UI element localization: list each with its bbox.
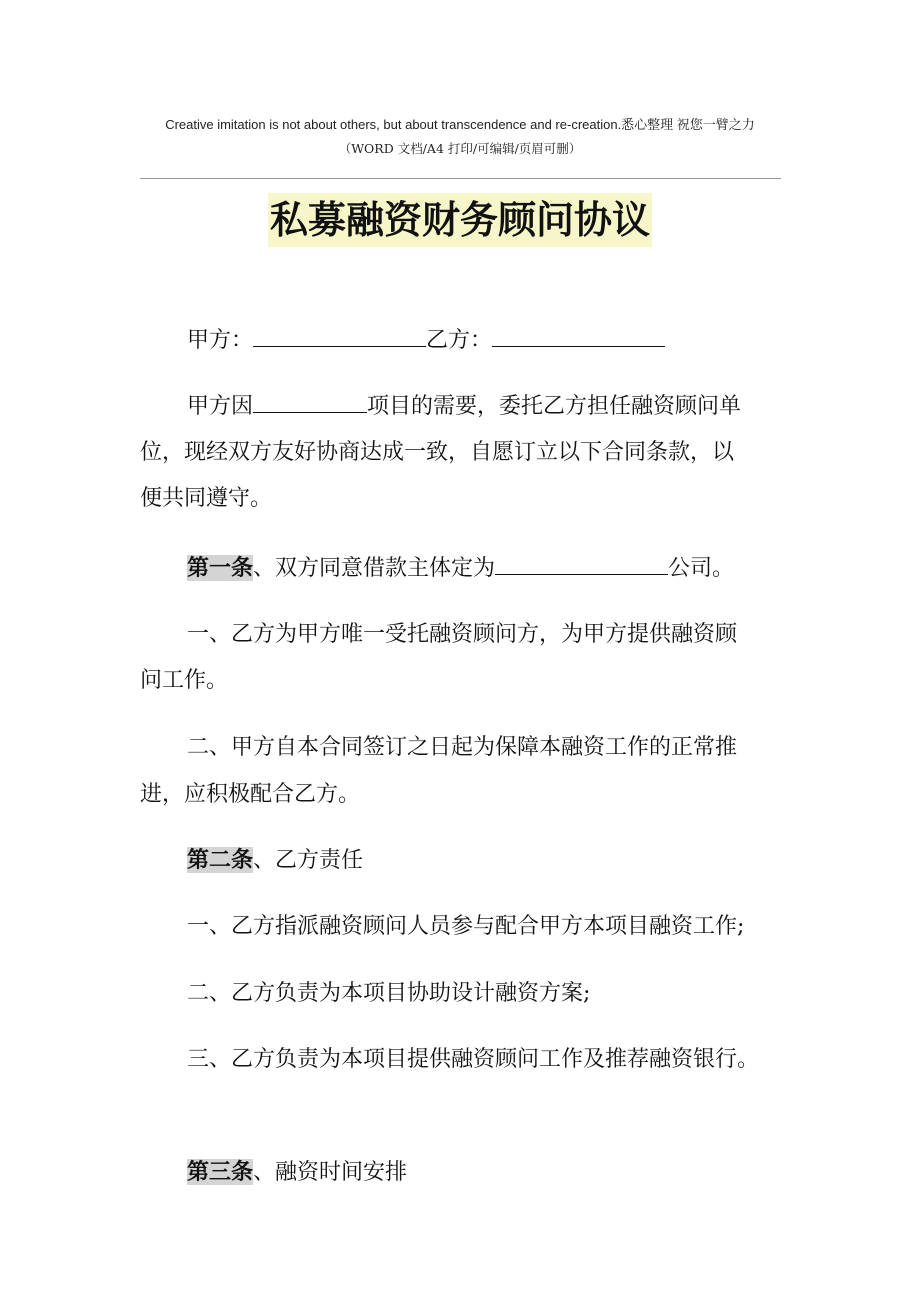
header-divider <box>140 178 781 179</box>
article-1-text-before: 、双方同意借款主体定为 <box>253 556 496 581</box>
party-a-blank[interactable] <box>253 324 426 347</box>
article-1-item-1-line-2: 问工作。 <box>140 668 229 693</box>
intro-line-3: 便共同遵守。 <box>140 486 273 511</box>
article-2-text: 、乙方责任 <box>253 848 364 873</box>
borrower-blank[interactable] <box>495 552 668 575</box>
parties-line <box>140 318 827 363</box>
document-title-block <box>0 193 920 247</box>
article-1-item-1-line-1: 一、乙方为甲方唯一受托融资顾问方，为甲方提供融资顾 <box>187 622 738 647</box>
article-2-item-3: 三、乙方负责为本项目提供融资顾问工作及推荐融资银行。 <box>187 1047 760 1072</box>
article-1-text-after: 公司。 <box>668 556 735 581</box>
article-1-heading: 第一条 <box>187 555 254 581</box>
article-2-line <box>140 838 827 883</box>
intro-prefix: 甲方因 <box>187 394 254 419</box>
intro-line-2: 位，现经双方友好协商达成一致，自愿订立以下合同条款，以 <box>140 440 735 465</box>
article-1-item-2-line-2: 进，应积极配合乙方。 <box>140 782 361 807</box>
intro-line-1 <box>140 384 827 429</box>
header-format-note: （WORD 文档/A4 打印/可编辑/页眉可删） <box>338 141 582 156</box>
article-2-heading: 第二条 <box>187 847 254 873</box>
header-tagline: Creative imitation is not about others, but about transcendence and re-creation.悉心整理 祝您一臂之力 <box>165 117 755 132</box>
article-1-line <box>140 546 827 591</box>
article-2-item-1: 一、乙方指派融资顾问人员参与配合甲方本项目融资工作; <box>187 914 745 939</box>
document-title: 私募融资财务顾问协议 <box>268 193 652 247</box>
intro-suffix: 项目的需要，委托乙方担任融资顾问单 <box>367 394 742 419</box>
party-a-label: 甲方： <box>187 328 254 353</box>
article-1-item-2-line-1: 二、甲方自本合同签订之日起为保障本融资工作的正常推 <box>187 735 738 760</box>
article-2-item-2: 二、乙方负责为本项目协助设计融资方案; <box>187 981 591 1006</box>
project-name-blank[interactable] <box>253 390 367 413</box>
article-3-text: 、融资时间安排 <box>253 1160 408 1185</box>
party-b-label: 乙方： <box>426 328 493 353</box>
article-3-line <box>140 1150 827 1195</box>
article-3-heading: 第三条 <box>187 1159 254 1185</box>
party-b-blank[interactable] <box>492 324 665 347</box>
